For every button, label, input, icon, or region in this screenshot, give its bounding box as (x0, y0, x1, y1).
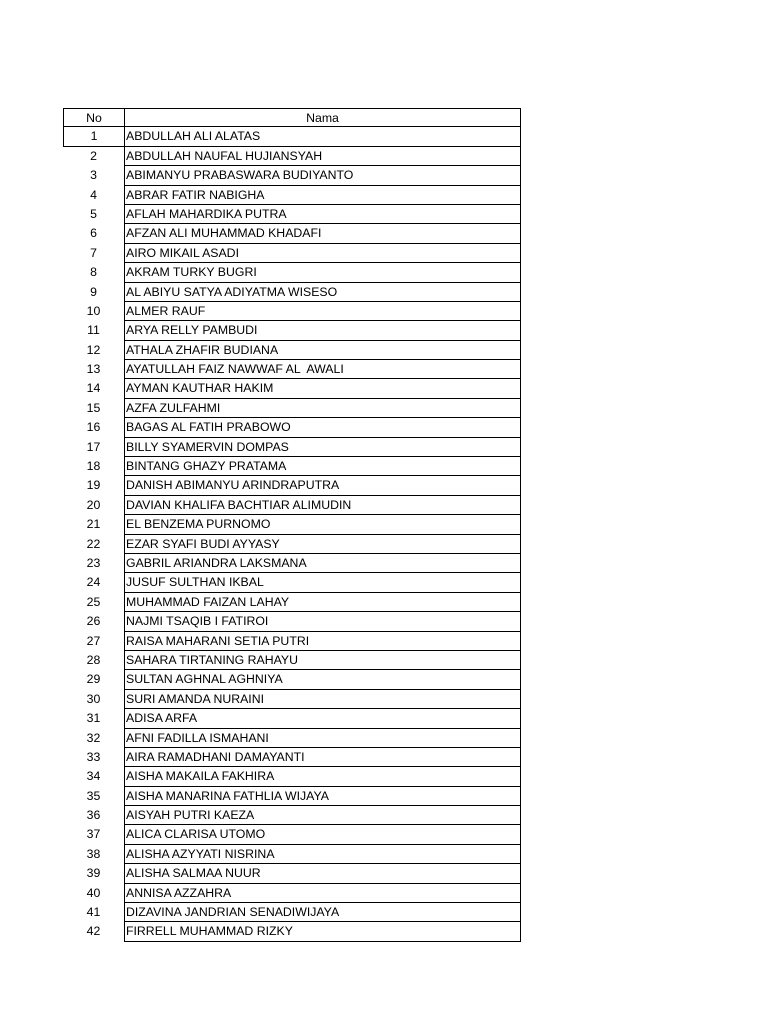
student-name: ABIMANYU PRABASWARA BUDIYANTO (124, 166, 521, 185)
row-number: 39 (86, 866, 101, 881)
student-name: AISHA MANARINA FATHLIA WIJAYA (124, 787, 521, 806)
student-name: DIZAVINA JANDRIAN SENADIWIJAYA (124, 903, 521, 922)
row-number: 11 (87, 323, 100, 338)
table-row (63, 922, 522, 941)
row-number: 15 (86, 400, 101, 415)
student-name: ABRAR FATIR NABIGHA (124, 186, 521, 205)
row-number: 33 (86, 749, 101, 764)
table-row (63, 147, 522, 166)
row-number: 27 (86, 633, 101, 648)
table-row (63, 244, 522, 263)
student-name: ADISA ARFA (124, 709, 521, 728)
table-row (63, 573, 522, 592)
row-number: 8 (90, 265, 97, 280)
student-name: SURI AMANDA NURAINI (124, 690, 521, 709)
student-name: SULTAN AGHNAL AGHNIYA (124, 670, 521, 689)
table-row (63, 806, 522, 825)
student-name: ARYA RELLY PAMBUDI (124, 321, 521, 340)
table-row (63, 845, 522, 864)
row-number: 20 (86, 497, 101, 512)
table-row (63, 283, 522, 302)
student-name: EZAR SYAFI BUDI AYYASY (124, 535, 521, 554)
row-number: 32 (86, 730, 101, 745)
row-number: 6 (90, 226, 97, 241)
row-number: 37 (86, 827, 101, 842)
table-row (63, 748, 522, 767)
student-list-table (63, 108, 522, 942)
student-name: ANNISA AZZAHRA (124, 884, 521, 903)
student-name: EL BENZEMA PURNOMO (124, 515, 521, 534)
student-name: GABRIL ARIANDRA LAKSMANA (124, 554, 521, 573)
student-name: ABDULLAH ALI ALATAS (124, 127, 521, 146)
table-row (63, 903, 522, 922)
table-row (63, 535, 522, 554)
student-name: ALISHA AZYYATI NISRINA (124, 845, 521, 864)
student-name: ALICA CLARISA UTOMO (124, 825, 521, 844)
table-row (63, 127, 522, 146)
table-row (63, 205, 522, 224)
table-row (63, 729, 522, 748)
student-name: AFNI FADILLA ISMAHANI (124, 729, 521, 748)
row-number: 18 (86, 459, 101, 474)
table-row (63, 224, 522, 243)
table-row (63, 825, 522, 844)
student-name: AIRA RAMADHANI DAMAYANTI (124, 748, 521, 767)
table-row (63, 166, 522, 185)
student-name: NAJMI TSAQIB I FATIROI (124, 612, 521, 631)
table-row (63, 418, 522, 437)
student-name: BILLY SYAMERVIN DOMPAS (124, 438, 521, 457)
student-name: BAGAS AL FATIH PRABOWO (124, 418, 521, 437)
table-row (63, 612, 522, 631)
table-row (63, 379, 522, 398)
row-number: 19 (86, 478, 101, 493)
row-number: 22 (86, 536, 101, 551)
table-row (63, 690, 522, 709)
student-name: AIRO MIKAIL ASADI (124, 244, 521, 263)
row-number: 17 (86, 439, 101, 454)
table-row (63, 632, 522, 651)
row-number: 26 (86, 614, 101, 629)
row-number: 24 (86, 575, 101, 590)
table-row (63, 399, 522, 418)
student-name: AISHA MAKAILA FAKHIRA (124, 767, 521, 786)
table-row (63, 496, 522, 515)
table-row (63, 670, 522, 689)
student-name: DAVIAN KHALIFA BACHTIAR ALIMUDIN (124, 496, 521, 515)
student-name: AYATULLAH FAIZ NAWWAF AL AWALI (124, 360, 521, 379)
table-row (63, 186, 522, 205)
student-name: AZFA ZULFAHMI (124, 399, 521, 418)
student-name: FIRRELL MUHAMMAD RIZKY (124, 922, 521, 941)
row-number: 40 (86, 885, 101, 900)
student-name: ALISHA SALMAA NUUR (124, 864, 521, 883)
row-number: 34 (86, 769, 101, 784)
student-name: AFLAH MAHARDIKA PUTRA (124, 205, 521, 224)
student-name: SAHARA TIRTANING RAHAYU (124, 651, 521, 670)
row-number: 10 (86, 303, 101, 318)
table-row (63, 651, 522, 670)
student-name: DANISH ABIMANYU ARINDRAPUTRA (124, 476, 521, 495)
table-row (63, 709, 522, 728)
table-row (63, 554, 522, 573)
row-number: 14 (86, 381, 101, 396)
student-name: AFZAN ALI MUHAMMAD KHADAFI (124, 224, 521, 243)
row-number: 42 (86, 924, 101, 939)
row-number: 1 (63, 127, 124, 146)
student-name: ATHALA ZHAFIR BUDIANA (124, 341, 521, 360)
row-number: 9 (90, 284, 97, 299)
table-row (63, 864, 522, 883)
student-name: MUHAMMAD FAIZAN LAHAY (124, 593, 521, 612)
table-row (63, 321, 522, 340)
student-name: AYMAN KAUTHAR HAKIM (124, 379, 521, 398)
row-number: 12 (86, 342, 101, 357)
table-row (63, 787, 522, 806)
student-name: ABDULLAH NAUFAL HUJIANSYAH (124, 147, 521, 166)
table-row (63, 341, 522, 360)
row-number: 25 (86, 594, 101, 609)
row-number: 21 (86, 517, 101, 532)
table-row (63, 767, 522, 786)
table-row (63, 457, 522, 476)
student-name: RAISA MAHARANI SETIA PUTRI (124, 632, 521, 651)
row-number: 28 (86, 652, 101, 667)
table-row (63, 263, 522, 282)
student-name: JUSUF SULTHAN IKBAL (124, 573, 521, 592)
table-body (63, 127, 522, 941)
row-number: 3 (90, 168, 97, 183)
row-number: 7 (90, 245, 97, 260)
student-name: AKRAM TURKY BUGRI (124, 263, 521, 282)
row-number: 30 (86, 691, 101, 706)
row-number: 16 (86, 420, 101, 435)
row-number: 38 (86, 846, 101, 861)
row-number: 29 (86, 672, 101, 687)
student-name: AL ABIYU SATYA ADIYATMA WISESO (124, 283, 521, 302)
row-number: 13 (86, 362, 101, 377)
student-name: ALMER RAUF (124, 302, 521, 321)
row-number: 5 (90, 206, 97, 221)
table-row (63, 884, 522, 903)
row-number: 4 (90, 187, 97, 202)
table-header-row (63, 108, 522, 127)
row-number: 23 (86, 555, 101, 570)
row-number: 36 (86, 808, 101, 823)
table-row (63, 515, 522, 534)
row-number: 2 (90, 148, 97, 163)
row-number: 41 (86, 905, 101, 920)
table-row (63, 476, 522, 495)
table-row (63, 360, 522, 379)
row-number: 31 (86, 711, 101, 726)
row-number: 35 (86, 788, 101, 803)
student-name: AISYAH PUTRI KAEZA (124, 806, 521, 825)
table-row (63, 302, 522, 321)
table-row (63, 438, 522, 457)
student-name: BINTANG GHAZY PRATAMA (124, 457, 521, 476)
header-no: No (63, 108, 124, 127)
table-row (63, 593, 522, 612)
header-nama: Nama (124, 108, 521, 127)
